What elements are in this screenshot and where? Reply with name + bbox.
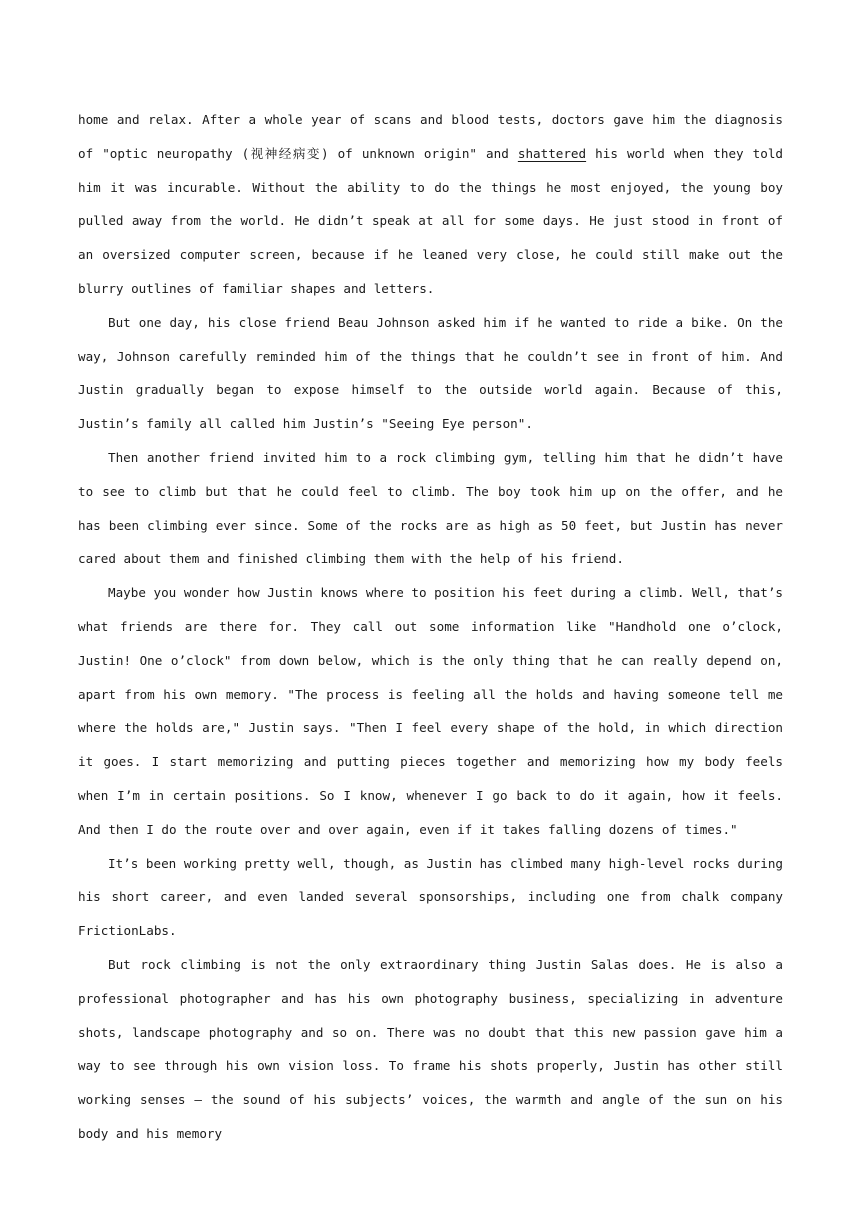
paragraph-bike-ride: But one day, his close friend Beau Johnson asked him if he wanted to ride a bike. On the way, Johnson carefully reminded him of the things that he couldn’t see in front of him. And Justin gradually began to expose himself to the outside world again. Because of this, Justin’s family all called him Justin’s "Seeing Eye person". <box>78 314 783 432</box>
paragraph-diagnosis-text-end: his world when they told him it was incurable. Without the ability to do the things he most enjoyed, the young boy pulled away from the world. He didn’t speak at all for some days. He just stood in front of an oversized computer screen, because if he leaned very close, he could still make out the blurry outlines of familiar shapes and letters. <box>78 145 783 296</box>
paragraph-diagnosis <box>78 103 783 306</box>
paragraph-climbing-technique: Maybe you wonder how Justin knows where to position his feet during a climb. Well, that’s what friends are there for. They call out some information like "Handhold one o’clock, Justin! One o’clock" from down below, which is the only thing that he can really depend on, apart from his own memory. "The process is feeling all the holds and having someone tell me where the holds are," Justin says. "Then I feel every shape of the hold, in which direction it goes. I start memorizing and putting pieces together and memorizing how my body feels when I’m in certain positions. So I know, whenever I go back to do it again, how it feels. And then I do the route over and over again, even if it takes falling dozens of times." <box>78 585 783 837</box>
paragraph-sponsorships: It’s been working pretty well, though, as Justin has climbed many high-level rocks during his short career, and even landed several sponsorships, including one from chalk company FrictionLabs. <box>78 855 783 939</box>
paragraph-climbing-gym: Then another friend invited him to a rock climbing gym, telling him that he didn’t have to see to climb but that he could feel to climb. The boy took him up on the offer, and he has been climbing ever since. Some of the rocks are as high as 50 feet, but Justin has never cared about them and finished climbing them with the help of his friend. <box>78 449 783 567</box>
underlined-word: shattered <box>517 145 587 161</box>
document-body <box>78 103 783 1151</box>
paragraph-photography: But rock climbing is not the only extraordinary thing Justin Salas does. He is also a professional photographer and has his own photography business, specializing in adventure shots, landscape photography and so on. There was no doubt that this new passion gave him a way to see through his own vision loss. To frame his shots properly, Justin has other still working senses — the sound of his subjects’ voices, the warmth and angle of the sun on his body and his memory <box>78 956 783 1141</box>
paragraph-diagnosis-text-start: home and relax. After a whole year of scans and blood tests, doctors gave him the diagnosis of "optic neuropathy (视神经病变) of unknown origin" and <box>78 112 783 161</box>
